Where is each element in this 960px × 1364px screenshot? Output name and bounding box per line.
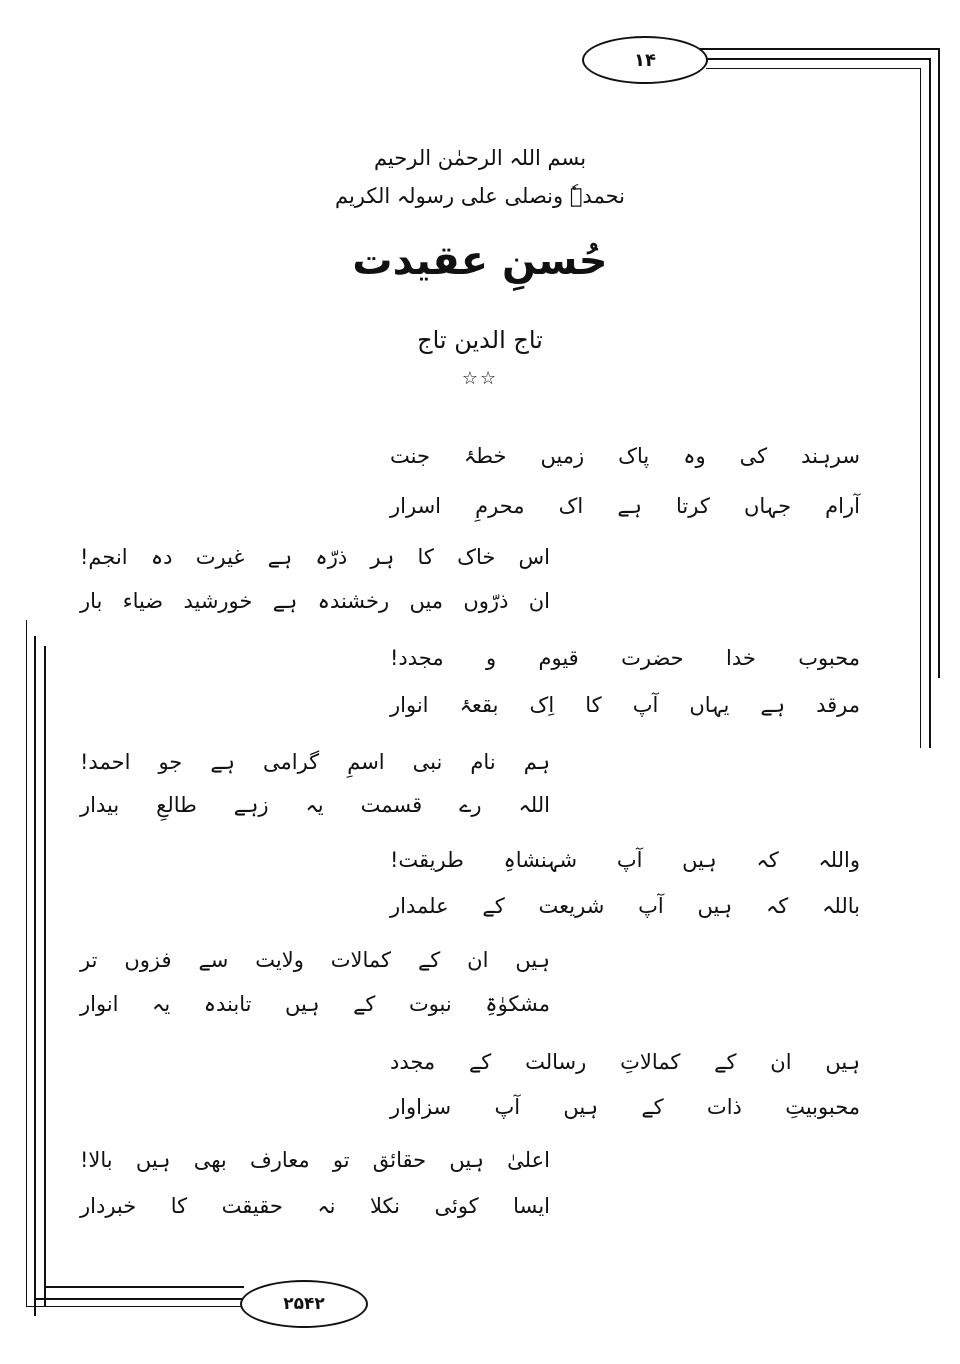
verse-line: محبوب خدا حضرت قیوم و مجدد! xyxy=(390,646,860,670)
frame-bottom-line-2 xyxy=(34,1298,244,1300)
verse-line: ان ذرّوں میں رخشندہ ہے خورشید ضیاء بار xyxy=(80,589,550,613)
verse-line: مرقد ہے یہاں آپ کا اِک بقعۂ انوار xyxy=(390,693,860,717)
frame-bottom-line-3 xyxy=(26,1306,244,1307)
bismillah: بسم اللہ الرحمٰن الرحیم xyxy=(373,146,587,170)
verse-line: سرہند کی وہ پاک زمیں خطۂ جنت xyxy=(390,444,860,468)
frame-right-line-1 xyxy=(938,48,940,678)
frame-right-line-2 xyxy=(929,58,931,748)
verse-line: آرام جہاں کرتا ہے اک محرمِ اسرار xyxy=(390,494,860,518)
salutation: نحمدہٗ ونصلی علی رسولہ الکریم xyxy=(334,184,626,208)
top-page-number-text: ۱۴ xyxy=(634,49,656,71)
verse-line: ہم نام نبی اسمِ گرامی ہے جو احمد! xyxy=(80,750,550,774)
frame-top-line-3 xyxy=(706,68,921,69)
frame-top-line-1 xyxy=(700,48,940,50)
verse-line: اس خاک کا ہر ذرّہ ہے غیرت دہ انجم! xyxy=(80,545,550,569)
frame-left-line-2 xyxy=(34,636,36,1316)
verse-line: اعلیٰ ہیں حقائق تو معارف بھی ہیں بالا! xyxy=(80,1148,550,1172)
verse-line: ایسا کوئی نکلا نہ حقیقت کا خبردار xyxy=(80,1194,550,1218)
verse-line: اللہ رے قسمت یہ زہے طالعِ بیدار xyxy=(80,793,550,817)
frame-left-line-3 xyxy=(44,646,46,1306)
verse-line: ہیں ان کے کمالات ولایت سے فزوں تر xyxy=(80,948,550,972)
frame-right-line-3 xyxy=(920,68,921,748)
frame-bottom-line-1 xyxy=(44,1286,244,1288)
verse-line: ہیں ان کے کمالاتِ رسالت کے مجدد xyxy=(390,1050,860,1074)
bottom-page-number-text: ۲۵۴۲ xyxy=(283,1294,325,1314)
frame-top-line-2 xyxy=(705,58,931,60)
poem-title: حُسنِ عقیدت xyxy=(352,238,608,284)
frame-left-line-1 xyxy=(26,620,27,1306)
bottom-page-number xyxy=(240,1280,368,1328)
verse-line: واللہ کہ ہیں آپ شہنشاہِ طریقت! xyxy=(390,848,860,872)
stars-divider: ☆☆ xyxy=(461,368,499,389)
verse-line: باللہ کہ ہیں آپ شریعت کے علمدار xyxy=(390,894,860,918)
verse-line: مشکوٰۃِ نبوت کے ہیں تابندہ یہ انوار xyxy=(80,992,550,1016)
author-name: تاج الدین تاج xyxy=(417,326,543,354)
top-page-number xyxy=(582,36,708,84)
verse-line: محبوبیتِ ذات کے ہیں آپ سزاوار xyxy=(390,1095,860,1119)
